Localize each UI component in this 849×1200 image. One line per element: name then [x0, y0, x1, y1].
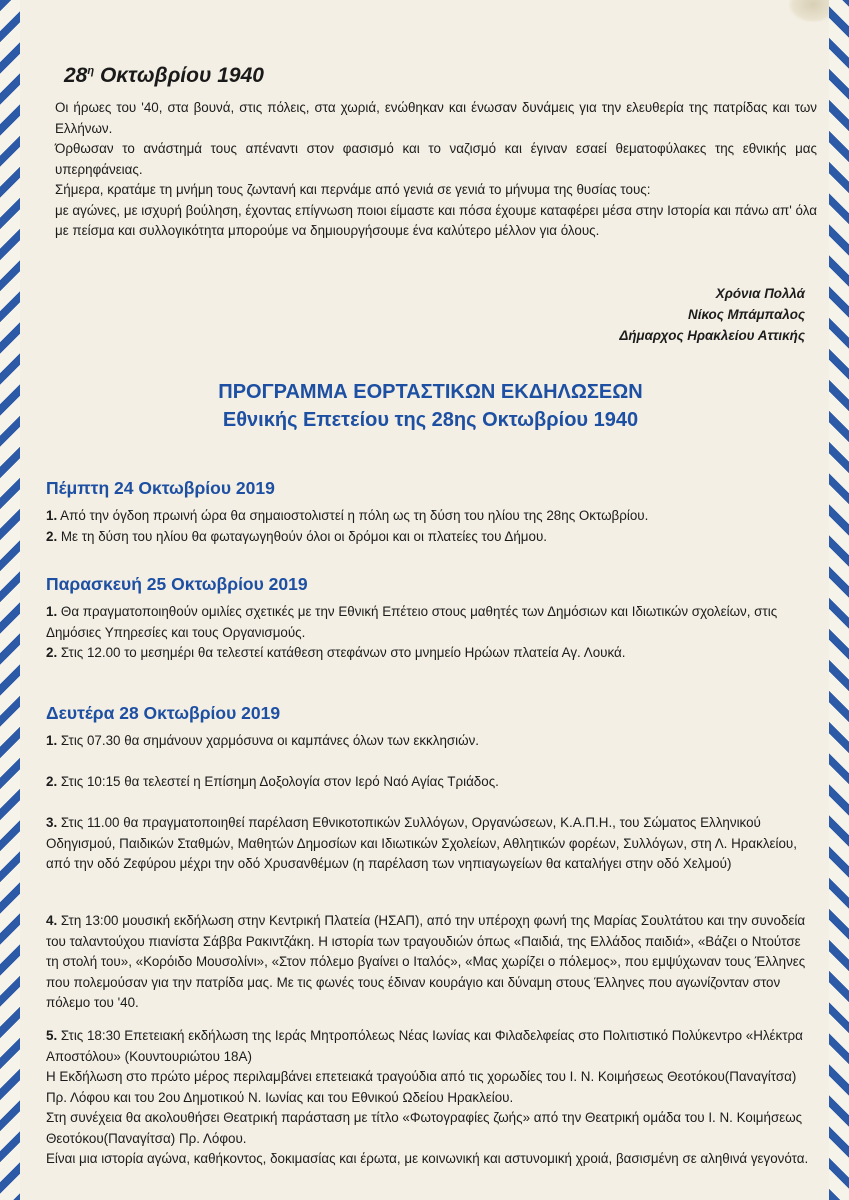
- item-number: 2.: [46, 528, 58, 544]
- day-items-thursday: [46, 506, 815, 547]
- item-text: Θα πραγματοποιηθούν ομιλίες σχετικές με την Εθνική Επέτειο στους μαθητές των Δημόσιων και Ιδιωτικών σχολείων, στις Δημόσιες Υπηρεσίες και τους Οργανισμούς.: [46, 604, 778, 640]
- left-border-stripe: [0, 0, 20, 1200]
- day-items-monday-4: [46, 911, 815, 1014]
- item-detail: Είναι μια ιστορία αγώνα, καθήκοντος, δοκιμασίας και έρωτα, με κοινωνική και αστυνομική χροιά, βασισμένη σε αληθινά γεγονότα.: [46, 1151, 809, 1166]
- day-items-monday-2: [46, 772, 815, 793]
- item-text: Στις 18:30 Επετειακή εκδήλωση της Ιεράς Μητροπόλεως Νέας Ιωνίας και Φιλαδελφείας στο Πολιτιστικό Πολύκεντρο «Ηλέκτρα Αποστόλου» (Κουντουριώτου 18Α): [46, 1028, 803, 1064]
- item-number: 3.: [46, 815, 58, 830]
- signature-greeting: Χρόνια Πολλά: [715, 286, 805, 301]
- item-text: Στις 07.30 θα σημάνουν χαρμόσυνα οι καμπάνες όλων των εκκλησιών.: [60, 733, 480, 748]
- intro-text: [55, 98, 817, 242]
- item-number: 2.: [46, 774, 58, 789]
- day-heading-thursday: Πέμπτη 24 Οκτωβρίου 2019: [46, 478, 275, 498]
- item-text: Στις 11.00 θα πραγματοποιηθεί παρέλαση Εθνικοτοπικών Συλλόγων, Οργανώσεων, Κ.Α.Π.Η., του Σώματος Ελληνικού Οδηγισμού, Παιδικών Σταθμών, Μαθητών Δημοσίων και Ιδιωτικών Σχολείων, Αθλητικών φορέων, Συλλόγων, στη Λ. Ηρακλείου, από την οδό Ζεφύρου μέχρι την οδό Χρυσανθέμων (η παρέλαση των νηπιαγωγείων θα καταλήγει στην οδό Χελμού): [46, 815, 797, 871]
- intro-line: Σήμερα, κρατάμε τη μνήμη τους ζωντανή και περνάμε από γενιά σε γενιά το μήνυμα της θυσίας τους:: [55, 182, 651, 197]
- list-item: [46, 911, 815, 1014]
- program-title-line2: Εθνικής Επετείου της 28ης Οκτωβρίου 1940: [222, 409, 639, 431]
- title-superscript: η: [87, 65, 95, 77]
- list-item: [46, 813, 815, 875]
- program-title-line1: ΠΡΟΓΡΑΜΜΑ ΕΟΡΤΑΣΤΙΚΩΝ ΕΚΔΗΛΩΣΕΩΝ: [218, 381, 643, 403]
- item-number: 1.: [46, 508, 58, 523]
- right-border-stripe: [829, 0, 849, 1200]
- item-number: 1.: [46, 604, 58, 619]
- signature-role: Δήμαρχος Ηρακλείου Αττικής: [619, 328, 805, 343]
- list-item: [46, 643, 815, 664]
- item-text: Από την όγδοη πρωινή ώρα θα σημαιοστολιστεί η πόλη ως τη δύση του ηλίου της 28ης Οκτωβρίου.: [60, 508, 649, 523]
- item-text: Στις 12.00 το μεσημέρι θα τελεστεί κατάθεση στεφάνων στο μνημείο Ηρώων πλατεία Αγ. Λουκά.: [60, 645, 626, 660]
- item-number: 5.: [46, 1028, 58, 1043]
- item-number: 2.: [46, 645, 58, 660]
- list-item: [46, 602, 815, 643]
- title-rest: Οκτωβρίου 1940: [99, 64, 264, 87]
- item-text: Στη 13:00 μουσική εκδήλωση στην Κεντρική Πλατεία (ΗΣΑΠ), από την υπέροχη φωνή της Μαρίας Σουλτάτου και την συνοδεία του ταλαντούχου πιανίστα Σάββα Ρακιντζάκη. Η ιστορία των τραγουδιών όπως «Παιδιά, της Ελλάδος παιδιά», «Βάζει ο Ντούτσε τη στολή του», «Κορόιδο Μουσολίνι», «Στον πόλεμο βγαίνει ο Ιταλός», «Μας χωρίζει ο πόλεμος», που εμψύχωναν τους Έλληνες που πολεμούσαν για την πατρίδα μας. Με τις φωνές τους έδιναν κουράγιο και δύναμη στους Έλληνες που αγωνίζονταν στον πόλεμο του '40.: [46, 913, 806, 1010]
- day-items-monday-5: [46, 1026, 815, 1170]
- item-number: 4.: [46, 913, 58, 928]
- intro-line: Όρθωσαν το ανάστημά τους απέναντι στον φασισμό και το ναζισμό και έγιναν εσαεί θεματοφύλακες της εθνικής μας υπερηφάνειας.: [55, 141, 817, 177]
- main-title: [64, 64, 264, 88]
- list-item: [46, 527, 815, 548]
- day-items-monday: [46, 731, 815, 752]
- day-heading-friday: Παρασκευή 25 Οκτωβρίου 2019: [46, 574, 308, 594]
- corner-decoration: [789, 0, 829, 22]
- day-items-monday-3: [46, 813, 815, 875]
- item-detail: Η Εκδήλωση στο πρώτο μέρος περιλαμβάνει επετειακά τραγούδια από τις χορωδίες του Ι. Ν. Κοιμήσεως Θεοτόκου(Παναγίτσα) Πρ. Λόφου και του 2ου Δημοτικού Ν. Ιωνίας και του Εθνικού Ωδείου Ηρακλείου.: [46, 1069, 797, 1105]
- list-item: [46, 772, 815, 793]
- intro-line: με αγώνες, με ισχυρή βούληση, έχοντας επίγνωση ποιοι είμαστε και πόσα έχουμε καταφέρει μέσα στην Ιστορία και πάνω απ' όλα με πείσμα και συλλογικότητα μπορούμε να δημιουργήσουμε ένα καλύτερο μέλλον για όλους.: [55, 202, 817, 238]
- item-number: 1.: [46, 733, 58, 748]
- list-item: [46, 506, 815, 527]
- signature-block: [619, 283, 805, 346]
- item-text: Με τη δύση του ηλίου θα φωταγωγηθούν όλοι οι δρόμοι και οι πλατείες του Δήμου.: [60, 528, 547, 544]
- day-items-friday: [46, 602, 815, 664]
- day-heading-monday: Δευτέρα 28 Οκτωβρίου 2019: [46, 703, 281, 723]
- intro-line: Οι ήρωες του '40, στα βουνά, στις πόλεις, στα χωριά, ενώθηκαν και ένωσαν δυνάμεις για την ελευθερία της πατρίδας και των Ελλήνων.: [55, 100, 817, 136]
- signature-name: Νίκος Μπάμπαλος: [688, 307, 805, 322]
- item-detail: Στη συνέχεια θα ακολουθήσει Θεατρική παράσταση με τίτλο «Φωτογραφίες ζωής» από την Θεατρική ομάδα του Ι. Ν. Κοιμήσεως Θεοτόκου(Παναγίτσα) Πρ. Λόφου.: [46, 1110, 803, 1146]
- list-item: [46, 731, 815, 752]
- title-day: 28: [64, 64, 88, 87]
- list-item: [46, 1026, 815, 1067]
- item-text: Στις 10:15 θα τελεστεί η Επίσημη Δοξολογία στον Ιερό Ναό Αγίας Τριάδος.: [60, 774, 499, 789]
- program-title: [46, 378, 815, 434]
